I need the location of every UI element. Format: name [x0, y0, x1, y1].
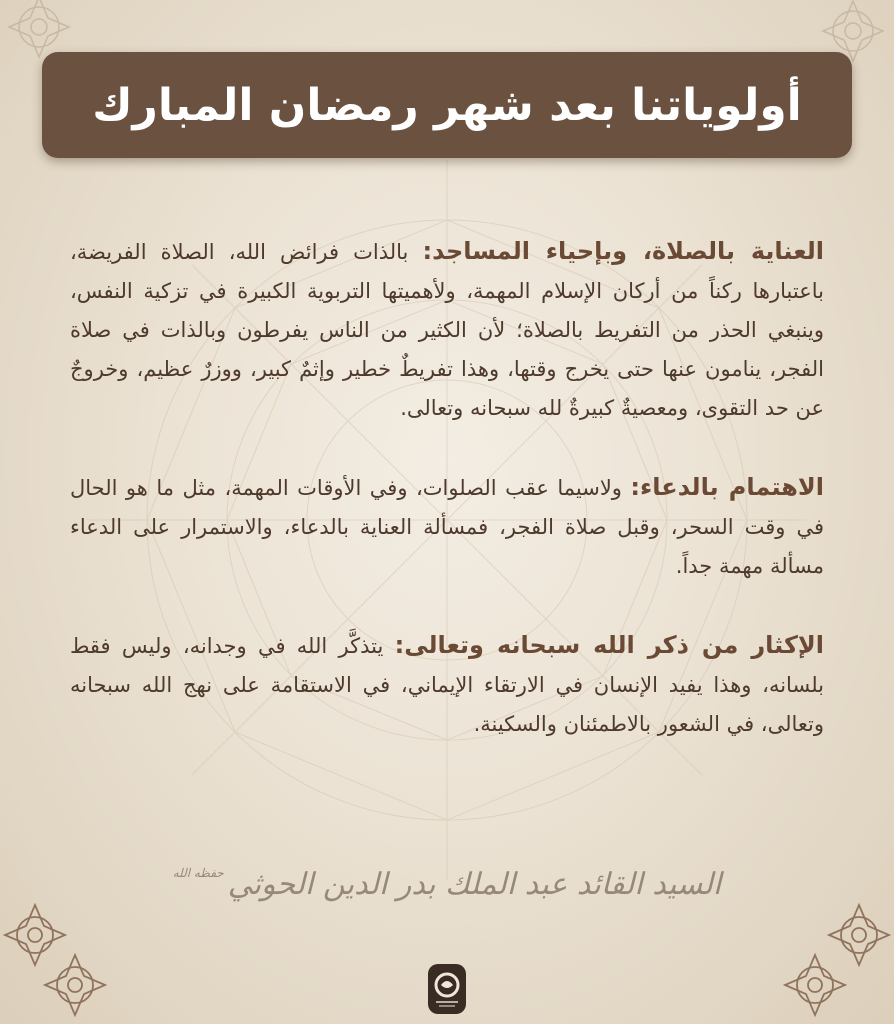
- content-body: [70, 232, 824, 784]
- signature-honorific: حفظه الله: [172, 866, 224, 880]
- section-heading: الإكثار من ذكر الله سبحانه وتعالى:: [394, 631, 824, 659]
- section-heading: الاهتمام بالدعاء:: [630, 473, 824, 501]
- section-prayer: [70, 232, 824, 428]
- logo-icon: [427, 963, 467, 1015]
- ornament-bottom-right-2-icon: [780, 950, 850, 1020]
- page-title: أولوياتنا بعد شهر رمضان المبارك: [92, 79, 802, 131]
- section-text: بالذات فرائض الله، الصلاة الفريضة، باعتبارها ركناً من أركان الإسلام المهمة، ولأهميتها التربوية الكبيرة في تزكية النفس، وينبغي الحذر من التفريط بالصلاة؛ لأن الكثير من الناس يفرطون وبالذات في صلاة الفجر، ينامون عنها حتى يخرج وقتها، وهذا تفريطٌ خطير وإثمٌ كبير، ووزرٌ عظيم، وخروجٌ عن حد التقوى، ومعصيةٌ كبيرةٌ لله سبحانه وتعالى.: [70, 240, 824, 420]
- section-remembrance: [70, 626, 824, 744]
- section-heading: العناية بالصلاة، وبإحياء المساجد:: [422, 237, 824, 265]
- signature: [172, 852, 722, 916]
- section-text: يتذكَّر الله في وجدانه، وليس فقط بلسانه، وهذا يفيد الإنسان في الارتقاء الإيماني، في الاستقامة على نهج الله سبحانه وتعالى، في الشعور بالاطمئنان والسكينة.: [70, 634, 824, 736]
- title-banner: [42, 52, 852, 158]
- section-supplication: [70, 468, 824, 586]
- section-text: ولاسيما عقب الصلوات، وفي الأوقات المهمة، مثل ما هو الحال في وقت السحر، وقبل صلاة الفجر، فمسألة العناية بالدعاء، والاستمرار على الدعاء مسألة مهمة جداً.: [70, 476, 824, 578]
- signature-name: السيد القائد عبد الملك بدر الدين الحوثي: [227, 866, 722, 902]
- ornament-bottom-left-2-icon: [40, 950, 110, 1020]
